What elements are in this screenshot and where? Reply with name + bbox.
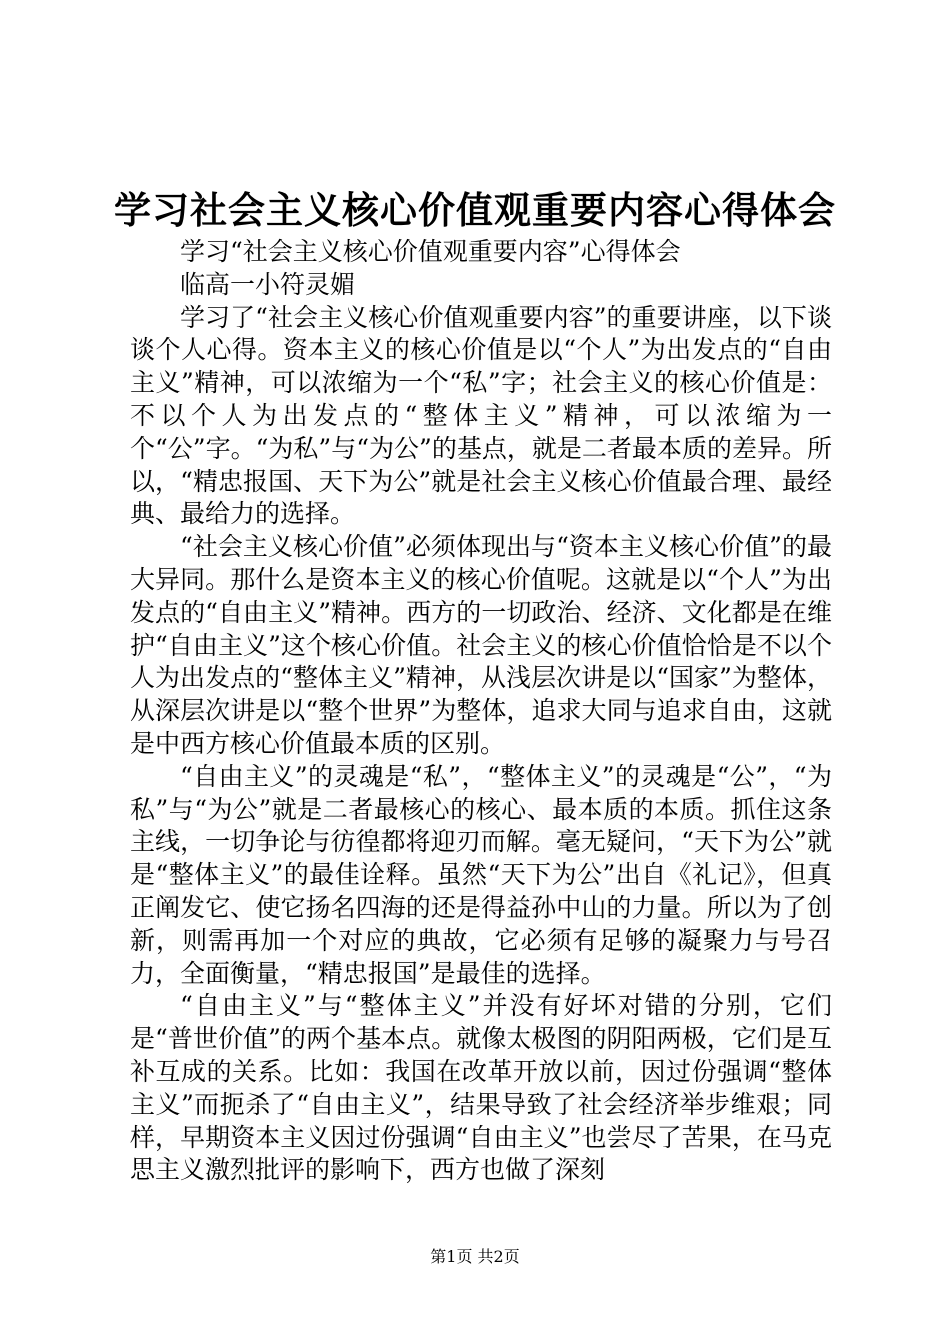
document-title: 学习社会主义核心价值观重要内容心得体会 (114, 188, 836, 232)
paragraph: “自由主义”与“整体主义”并没有好坏对错的分别，它们是“普世价值”的两个基本点。就像太极图的阴阳两极，它们是互补互成的关系。比如：我国在改革开放以前，因过份强调“整体主义”而扼杀了“自由主义”，结果导致了社会经济举步维艰；同样，早期资本主义因过份强调“自由主义”也尝尽了苦果，在马克思主义激烈批评的影响下，西方也做了深刻 (130, 991, 832, 1185)
author-line: 临高一小符灵媚 (180, 269, 356, 299)
subtitle-line: 学习“社会主义核心价值观重要内容”心得体会 (180, 237, 681, 266)
paragraph: 学习了“社会主义核心价值观重要内容”的重要讲座，以下谈谈个人心得。资本主义的核心价值是以“个人”为出发点的“自由主义”精神，可以浓缩为一个“私”字；社会主义的核心价值是：不以个人为出发点的“整体主义”精神，可以浓缩为一个“公”字。“为私”与“为公”的基点，就是二者最本质的差异。所以，“精忠报国、天下为公”就是社会主义核心价值最合理、最经典、最给力的选择。 (130, 302, 832, 529)
document-body (130, 236, 832, 1187)
paragraph: “社会主义核心价值”必须体现出与“资本主义核心价值”的最大异同。那什么是资本主义的核心价值呢。这就是以“个人”为出发点的“自由主义”精神。西方的一切政治、经济、文化都是在维护“自由主义”这个核心价值。社会主义的核心价值恰恰是不以个人为出发点的“整体主义”精神，从浅层次讲是以“国家”为整体，从深层次讲是以“整个世界”为整体，追求大同与追求自由，这就是中西方核心价值最本质的区别。 (130, 532, 832, 758)
page-footer: 第1页 共2页 (430, 1247, 520, 1266)
paragraph: “自由主义”的灵魂是“私”，“整体主义”的灵魂是“公”，“为私”与“为公”就是二者最核心的核心、最本质的本质。抓住这条主线，一切争论与彷徨都将迎刃而解。毫无疑问，“天下为公”就是“整体主义”的最佳诠释。虽然“天下为公”出自《礼记》，但真正阐发它、使它扬名四海的还是得益孙中山的力量。所以为了创新，则需再加一个对应的典故，它必须有足够的凝聚力与号召力，全面衡量，“精忠报国”是最佳的选择。 (130, 761, 832, 988)
